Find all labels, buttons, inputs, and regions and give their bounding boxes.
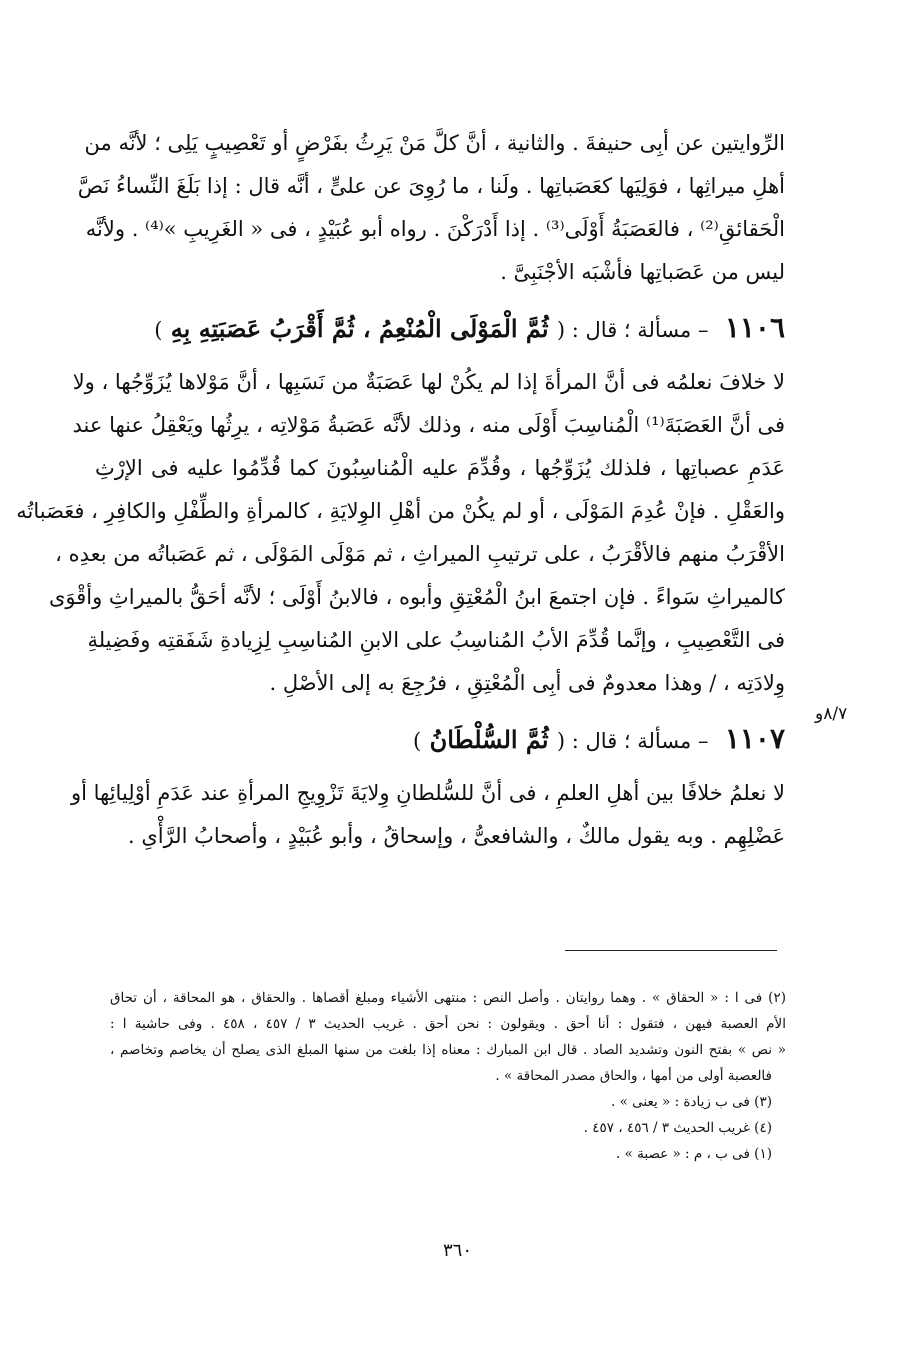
footnote-line: (٢) فى ا : « الحقاق » . وهما روايتان . وأصل النص : منتهى الأشياء ومبلغ أقصاها . والحقاق ، هو المحاقة ، أن تحاق [110,990,786,1006]
text-line: وِلادَتِه ، / وهذا معدومٌ فى أبِى الْمُعْتِقِ ، فرُجِعَ به إلى الأصْلِ . [269,671,785,695]
text-line: كالميراثِ سَواءً . فإن اجتمعَ ابنُ الْمُعْتِقِ وأبوه ، فالابنُ أَوْلَى ؛ لأنَّه أحَقُّ بالميراثِ وأقْوَى [48,585,785,609]
footnote-line: (٣) فى ب زيادة : « يعنى » . [611,1094,772,1110]
footnote-line: فالعصبة أولى من أمها ، والحاق مصدر المحاقة » . [495,1068,772,1084]
margin-folio-note: ٨/٧و [815,704,848,724]
text-line: فى التَّعْصِيبِ ، وإنَّما قُدِّمَ الأبُ المُناسِبُ على الابنِ المُناسِبِ لِزِيادةِ شَفَقتِه وفَضِيلةِ [87,628,785,652]
footnote-divider [565,950,777,951]
issue-close: ) [413,729,422,753]
footnote-line: الأم العصبة فيهن ، فتقول : أنا أحق . ويقولون : نحن أحق . غريب الحديث ٣ / ٤٥٧ ، ٤٥٨ . وفى حاشية ا : [110,1016,786,1032]
main-text [16,122,785,858]
footnotes [110,985,786,1167]
text-line: عَضْلِهِم . وبه يقول مالكٌ ، والشافعىُّ ، وإسحاقُ ، وأبو عُبَيْدٍ ، وأصحابُ الرَّأْىِ . [127,824,785,848]
text-line: أهلِ ميراثِها ، فوَلِيَها كعَصَباتِها . ولَنا ، ما رُوِىَ عن علىٍّ ، أنَّه قال : إذا بَلَغَ النِّساءُ نَصَّ [77,174,785,198]
issue-label: – مسألة ؛ قال : ( [556,318,709,342]
issue-number: ١١٠٧ [724,722,785,755]
text-line: عَدَمِ عصباتِها ، فلذلك يُزَوِّجُها ، وقُدِّمَ عليه الْمُناسِبُونَ كما قُدِّمُوا عليه فى الإرْثِ [95,456,785,480]
issue-heading-1106 [95,303,785,353]
footnote-line: « نص » بفتح النون وتشديد الصاد . قال ابن المبارك : معناه إذا بلغت من سنها المبلغ الذى يصلح أن يخاصم وتخاصم ، [110,1042,786,1058]
issue-heading-1107 [95,714,785,764]
issue-close: ) [154,318,163,342]
issue-label: – مسألة ؛ قال : ( [556,729,709,753]
text-line: لا نعلمُ خلافًا بين أهلِ العلمِ ، فى أنَّ للسُّلطانِ وِلايَةَ تَزْوِيجِ المرأةِ عند عَدَمِ أوْلِيائِها أو [70,781,785,805]
issue-text: ثُمَّ السُّلْطَانُ [429,725,549,754]
issue-number: ١١٠٦ [724,311,785,344]
text-line: الأقْرَبُ منهم فالأقْرَبُ ، على ترتيبِ الميراثِ ، ثم مَوْلَى المَوْلَى ، ثم عَصَباتُه من بعدِه ، [55,542,785,566]
footnote-line: (١) فى ب ، م : « عصبة » . [616,1146,772,1162]
text-line: الْحَقائقِ⁽²⁾ ، فالعَصَبَةُ أَوْلَى⁽³⁾ . إذا أَدْرَكْنَ . رواه أبو عُبَيْدٍ ، فى « الغَرِيبِ »⁽⁴⁾ . ولأنَّه [85,217,785,241]
text-line: فى أنَّ العَصَبَةَ⁽¹⁾ الْمُناسِبَ أَوْلَى منه ، وذلك لأنَّه عَصَبةُ مَوْلاتِه ، يرِثُها ويَعْقِلُ عنها عند [72,413,785,437]
issue-text: ثُمَّ الْمَوْلَى الْمُنْعِمُ ، ثُمَّ أَقْرَبُ عَصَبَتِهِ بِهِ [170,314,549,343]
text-line: والعَقْلِ . فإنْ عُدِمَ المَوْلَى ، أو لم يكُنْ من أهْلِ الوِلايَةِ ، كالمرأةِ والطِّفْلِ والكافِرِ ، فعَصَباتُه [16,499,785,523]
page-number: ٣٦٠ [442,1240,472,1261]
text-line: لا خلافَ نعلمُه فى أنَّ المرأةَ إذا لم يكُنْ لها عَصَبَةٌ من نَسَبِها ، أنَّ مَوْلاها يُزَوِّجُها ، ولا [72,370,785,394]
footnote-line: (٤) غريب الحديث ٣ / ٤٥٦ ، ٤٥٧ . [583,1120,772,1136]
text-line: الرِّوايتين عن أبِى حنيفةَ . والثانية ، أنَّ كلَّ مَنْ يَرِثُ بفَرْضٍ أو تَعْصِيبٍ يَلِى ؛ لأنَّه من [84,131,785,155]
text-line: ليس من عَصَباتِها فأشْبَه الأجْنَبِىَّ . [500,260,785,284]
